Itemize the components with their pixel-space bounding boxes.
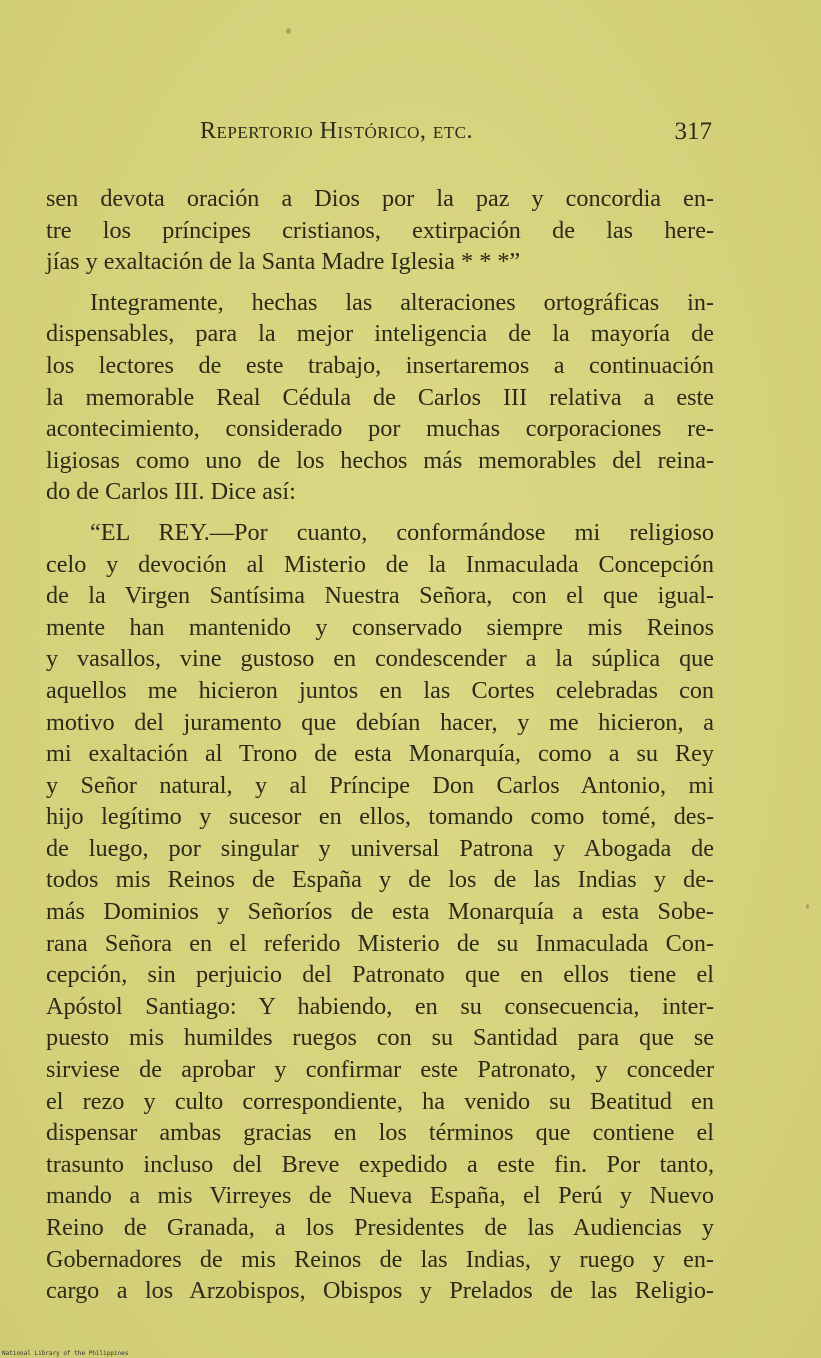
text-line: aquellos me hicieron juntos en las Cortes celebradas con bbox=[46, 676, 714, 704]
ink-speck bbox=[286, 28, 291, 34]
page-header bbox=[200, 118, 712, 154]
library-credit: National Library of the Philippines bbox=[2, 1350, 129, 1357]
paragraph-gap bbox=[46, 278, 714, 287]
text-line: sen devota oración a Dios por la paz y concordia en- bbox=[46, 185, 714, 212]
text-line: celo y devoción al Misterio de la Inmaculada Concepción bbox=[46, 550, 714, 578]
page-number: 317 bbox=[674, 118, 712, 145]
text-line: Gobernadores de mis Reinos de las Indias, y ruego y en- bbox=[46, 1245, 714, 1273]
text-line: Integramente, hechas las alteraciones ortográficas in- bbox=[90, 288, 714, 316]
text-line: “EL REY.—Por cuanto, conformándose mi religioso bbox=[90, 518, 714, 546]
text-line: jías y exaltación de la Santa Madre Iglesia * * *” bbox=[46, 248, 521, 276]
text-line: y Señor natural, y al Príncipe Don Carlos Antonio, mi bbox=[46, 771, 714, 799]
text-line: mando a mis Virreyes de Nueva España, el Perú y Nuevo bbox=[46, 1182, 714, 1210]
text-line: rana Señora en el referido Misterio de su Inmaculada Con- bbox=[46, 929, 714, 957]
paragraph-gap bbox=[46, 508, 714, 517]
text-line: todos mis Reinos de España y de los de las Indias y de- bbox=[46, 866, 714, 894]
paragraph-3 bbox=[46, 517, 714, 1307]
text-line: mi exaltación al Trono de esta Monarquía, como a su Rey bbox=[46, 740, 714, 768]
text-line: do de Carlos III. Dice así: bbox=[46, 478, 296, 506]
text-line: la memorable Real Cédula de Carlos III relativa a este bbox=[46, 383, 714, 411]
body-text bbox=[46, 183, 714, 1307]
text-line: hijo legítimo y sucesor en ellos, tomando como tomé, des- bbox=[46, 803, 714, 831]
text-line: el rezo y culto correspondiente, ha venido su Beatitud en bbox=[46, 1087, 714, 1115]
text-line: acontecimiento, considerado por muchas corporaciones re- bbox=[46, 415, 714, 443]
text-line: dispensar ambas gracias en los términos que contiene el bbox=[46, 1119, 714, 1147]
text-line: puesto mis humildes ruegos con su Santidad para que se bbox=[46, 1024, 714, 1052]
text-line: motivo del juramento que debían hacer, y me hicieron, a bbox=[46, 708, 714, 736]
text-line: cargo a los Arzobispos, Obispos y Prelados de las Religio- bbox=[46, 1277, 714, 1305]
text-line: Reino de Granada, a los Presidentes de las Audiencias y bbox=[46, 1214, 714, 1241]
text-line: sirviese de aprobar y confirmar este Patronato, y conceder bbox=[46, 1056, 714, 1084]
text-line: Apóstol Santiago: Y habiendo, en su consecuencia, inter- bbox=[46, 992, 714, 1020]
text-line: trasunto incluso del Breve expedido a este fin. Por tanto, bbox=[46, 1150, 714, 1178]
text-line: más Dominios y Señoríos de esta Monarquía a esta Sobe- bbox=[46, 898, 714, 926]
text-line: cepción, sin perjuicio del Patronato que en ellos tiene el bbox=[46, 961, 714, 989]
text-line: dispensables, para la mejor inteligencia de la mayoría de bbox=[46, 320, 714, 348]
text-line: los lectores de este trabajo, insertaremos a continuación bbox=[46, 351, 714, 379]
paragraph-1 bbox=[46, 183, 714, 278]
running-title: Repertorio Histórico, etc. bbox=[200, 118, 474, 144]
paragraph-2 bbox=[46, 287, 714, 508]
text-line: mente han mantenido y conservado siempre mis Reinos bbox=[46, 613, 714, 641]
text-line: y vasallos, vine gustoso en condescender a la súplica que bbox=[46, 645, 714, 673]
text-line: de la Virgen Santísima Nuestra Señora, con el que igual- bbox=[46, 582, 714, 610]
ink-speck bbox=[806, 904, 809, 909]
text-line: ligiosas como uno de los hechos más memorables del reina- bbox=[46, 446, 714, 474]
text-line: tre los príncipes cristianos, extirpación de las here- bbox=[46, 216, 714, 244]
text-line: de luego, por singular y universal Patrona y Abogada de bbox=[46, 834, 714, 862]
